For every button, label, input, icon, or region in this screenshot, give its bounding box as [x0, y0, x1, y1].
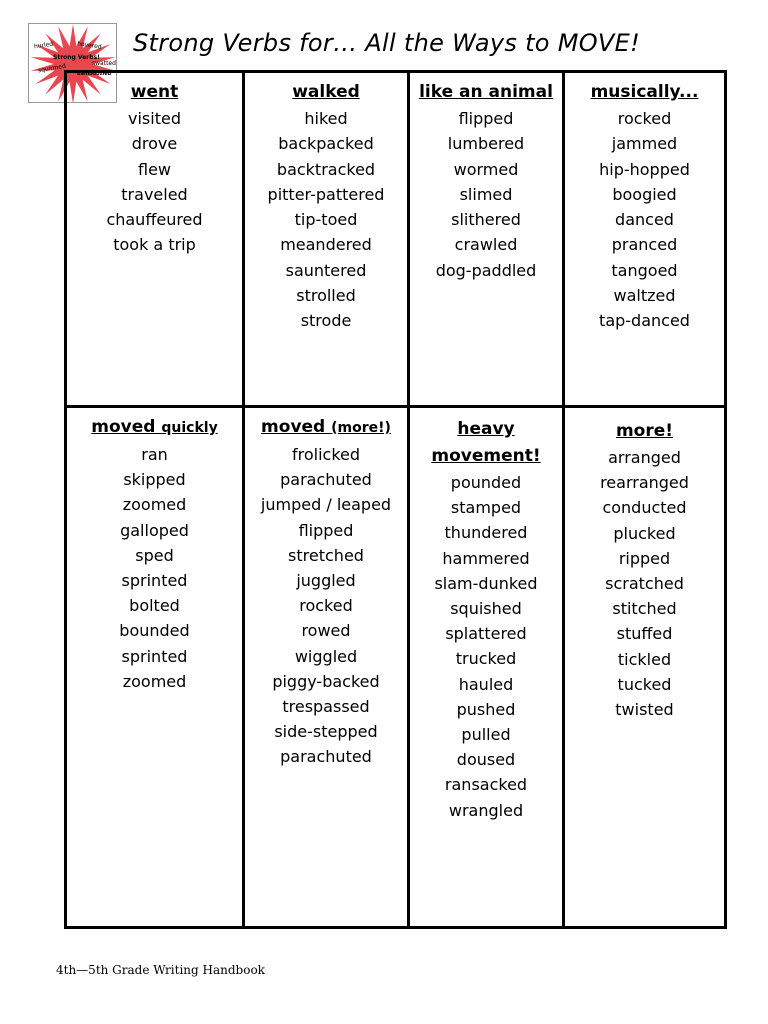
verb-item: tip-toed [294, 210, 358, 230]
verb-item: flipped [298, 520, 354, 540]
verb-item: flipped [458, 109, 514, 128]
verb-item: tickled [617, 649, 672, 669]
verb-item: hammered [442, 548, 530, 568]
column-musically [565, 73, 724, 408]
verb-item: danced [615, 210, 674, 230]
column-walked [245, 73, 410, 408]
verb-item: took a trip [113, 235, 196, 255]
page-title: Strong Verbs for… All the Ways to MOVE! [133, 29, 640, 57]
logo-word: hovered [76, 40, 102, 51]
verb-item: skipped [123, 470, 186, 490]
column-heading [67, 416, 242, 439]
logo-word: hurled [33, 40, 54, 51]
column-like-an-animal [410, 73, 565, 408]
column-heading: heavy [457, 419, 515, 439]
verb-item: trespassed [282, 697, 370, 717]
verb-item: dog-paddled [435, 260, 537, 280]
verb-list [410, 470, 562, 823]
verb-item: tangoed [611, 260, 678, 280]
verb-item: hip-hopped [599, 159, 690, 179]
verb-item: traveled [121, 184, 188, 204]
verb-item: plucked [613, 523, 676, 543]
verb-item: parachuted [280, 470, 372, 490]
verb-item: hauled [458, 674, 514, 694]
verb-item: pushed [456, 699, 516, 719]
verb-list [67, 442, 242, 694]
verb-item: crawled [454, 235, 518, 255]
verb-item: slithered [451, 210, 521, 230]
verb-item: splattered [445, 624, 527, 644]
column-heading-main: moved [261, 417, 326, 437]
verb-item: scratched [605, 574, 684, 594]
column-went [67, 73, 245, 408]
verb-item: pulled [461, 725, 511, 745]
verb-list [67, 106, 242, 258]
verb-item: conducted [602, 498, 687, 518]
verb-item: strolled [296, 286, 356, 306]
verb-item: piggy-backed [272, 671, 380, 691]
verb-list [565, 106, 724, 334]
verb-item: parachuted [280, 747, 372, 767]
verb-item: sprinted [121, 571, 188, 591]
verb-item: trucked [455, 649, 517, 669]
verb-item: sprinted [121, 646, 188, 666]
column-heading: more! [615, 421, 674, 441]
verb-item: squished [450, 599, 522, 619]
verb-item: rearranged [600, 473, 689, 493]
verb-item: bolted [129, 596, 180, 616]
verb-item: drove [131, 134, 178, 154]
verb-item: backtracked [276, 159, 376, 179]
verb-item: frolicked [291, 445, 361, 464]
verb-item: bounded [119, 621, 190, 641]
logo-word: squirmed [37, 62, 67, 75]
verb-item: zoomed [122, 671, 187, 691]
verb-item: stuffed [616, 624, 673, 644]
verb-item: arranged [608, 448, 681, 467]
column-more [565, 408, 724, 926]
verb-item: doused [456, 750, 516, 770]
column-heading: walked [292, 82, 360, 102]
column-heading-line2: movement! [431, 446, 541, 466]
column-heading [245, 416, 407, 439]
verb-item: sped [135, 545, 174, 565]
verb-item: side-stepped [274, 722, 378, 742]
verb-item: lumbered [447, 134, 525, 154]
verb-item: rocked [299, 596, 353, 616]
verb-item: zoomed [122, 495, 187, 515]
verb-item: stitched [612, 599, 677, 619]
column-heavy-movement [410, 408, 565, 926]
verb-item: waltzed [613, 286, 676, 306]
verb-item: thundered [444, 523, 528, 543]
column-heading-extra: quickly [161, 420, 218, 436]
verb-item: hiked [304, 109, 348, 128]
verb-item: ripped [618, 548, 671, 568]
logo-word: bamboozled [77, 71, 112, 77]
column-heading: went [130, 82, 179, 102]
verb-item: pounded [450, 473, 522, 492]
verb-item: flew [137, 159, 171, 179]
verb-item: ransacked [444, 775, 528, 795]
verb-item: rowed [301, 621, 351, 641]
column-heading-main: moved [91, 417, 156, 437]
verb-item: visited [128, 109, 181, 128]
verb-item: wrangled [448, 800, 524, 820]
verb-item: sauntered [285, 260, 367, 280]
verb-item: juggled [296, 571, 356, 591]
verb-item: strode [300, 311, 352, 331]
verb-item: boogied [612, 184, 677, 204]
verb-list [410, 106, 562, 283]
verb-list [565, 445, 724, 722]
verb-item: pitter-pattered [267, 184, 385, 204]
verb-list [245, 106, 407, 334]
verb-item: slimed [459, 184, 513, 204]
column-heading: musically... [590, 82, 699, 102]
verb-item: wormed [453, 159, 519, 179]
verb-item: stamped [450, 498, 522, 518]
column-moved-quickly [67, 408, 245, 926]
verb-item: chauffeured [106, 210, 203, 230]
verb-item: rocked [617, 109, 672, 128]
verb-item: jammed [611, 134, 678, 154]
logo-word: swatted [92, 60, 116, 67]
column-heading: like an animal [419, 82, 553, 102]
verb-item: galloped [120, 520, 189, 540]
verb-item: tap-danced [599, 311, 690, 331]
verb-item: twisted [615, 700, 674, 720]
verb-item: pranced [611, 235, 678, 255]
verb-item: meandered [280, 235, 372, 255]
footer-text: 4th—5th Grade Writing Handbook [56, 963, 265, 977]
verb-item: tucked [617, 674, 672, 694]
verb-item: ran [141, 445, 168, 464]
verb-item: backpacked [278, 134, 374, 154]
verb-item: jumped / leaped [260, 495, 392, 515]
verb-item: wiggled [294, 646, 358, 666]
column-moved-more [245, 408, 410, 926]
verb-table [64, 70, 727, 929]
column-heading-extra: (more!) [331, 420, 391, 436]
verb-item: stretched [288, 545, 364, 565]
verb-item: slam-dunked [434, 573, 538, 593]
logo-word: Strong Verbs! [53, 54, 100, 61]
verb-list [245, 442, 407, 770]
